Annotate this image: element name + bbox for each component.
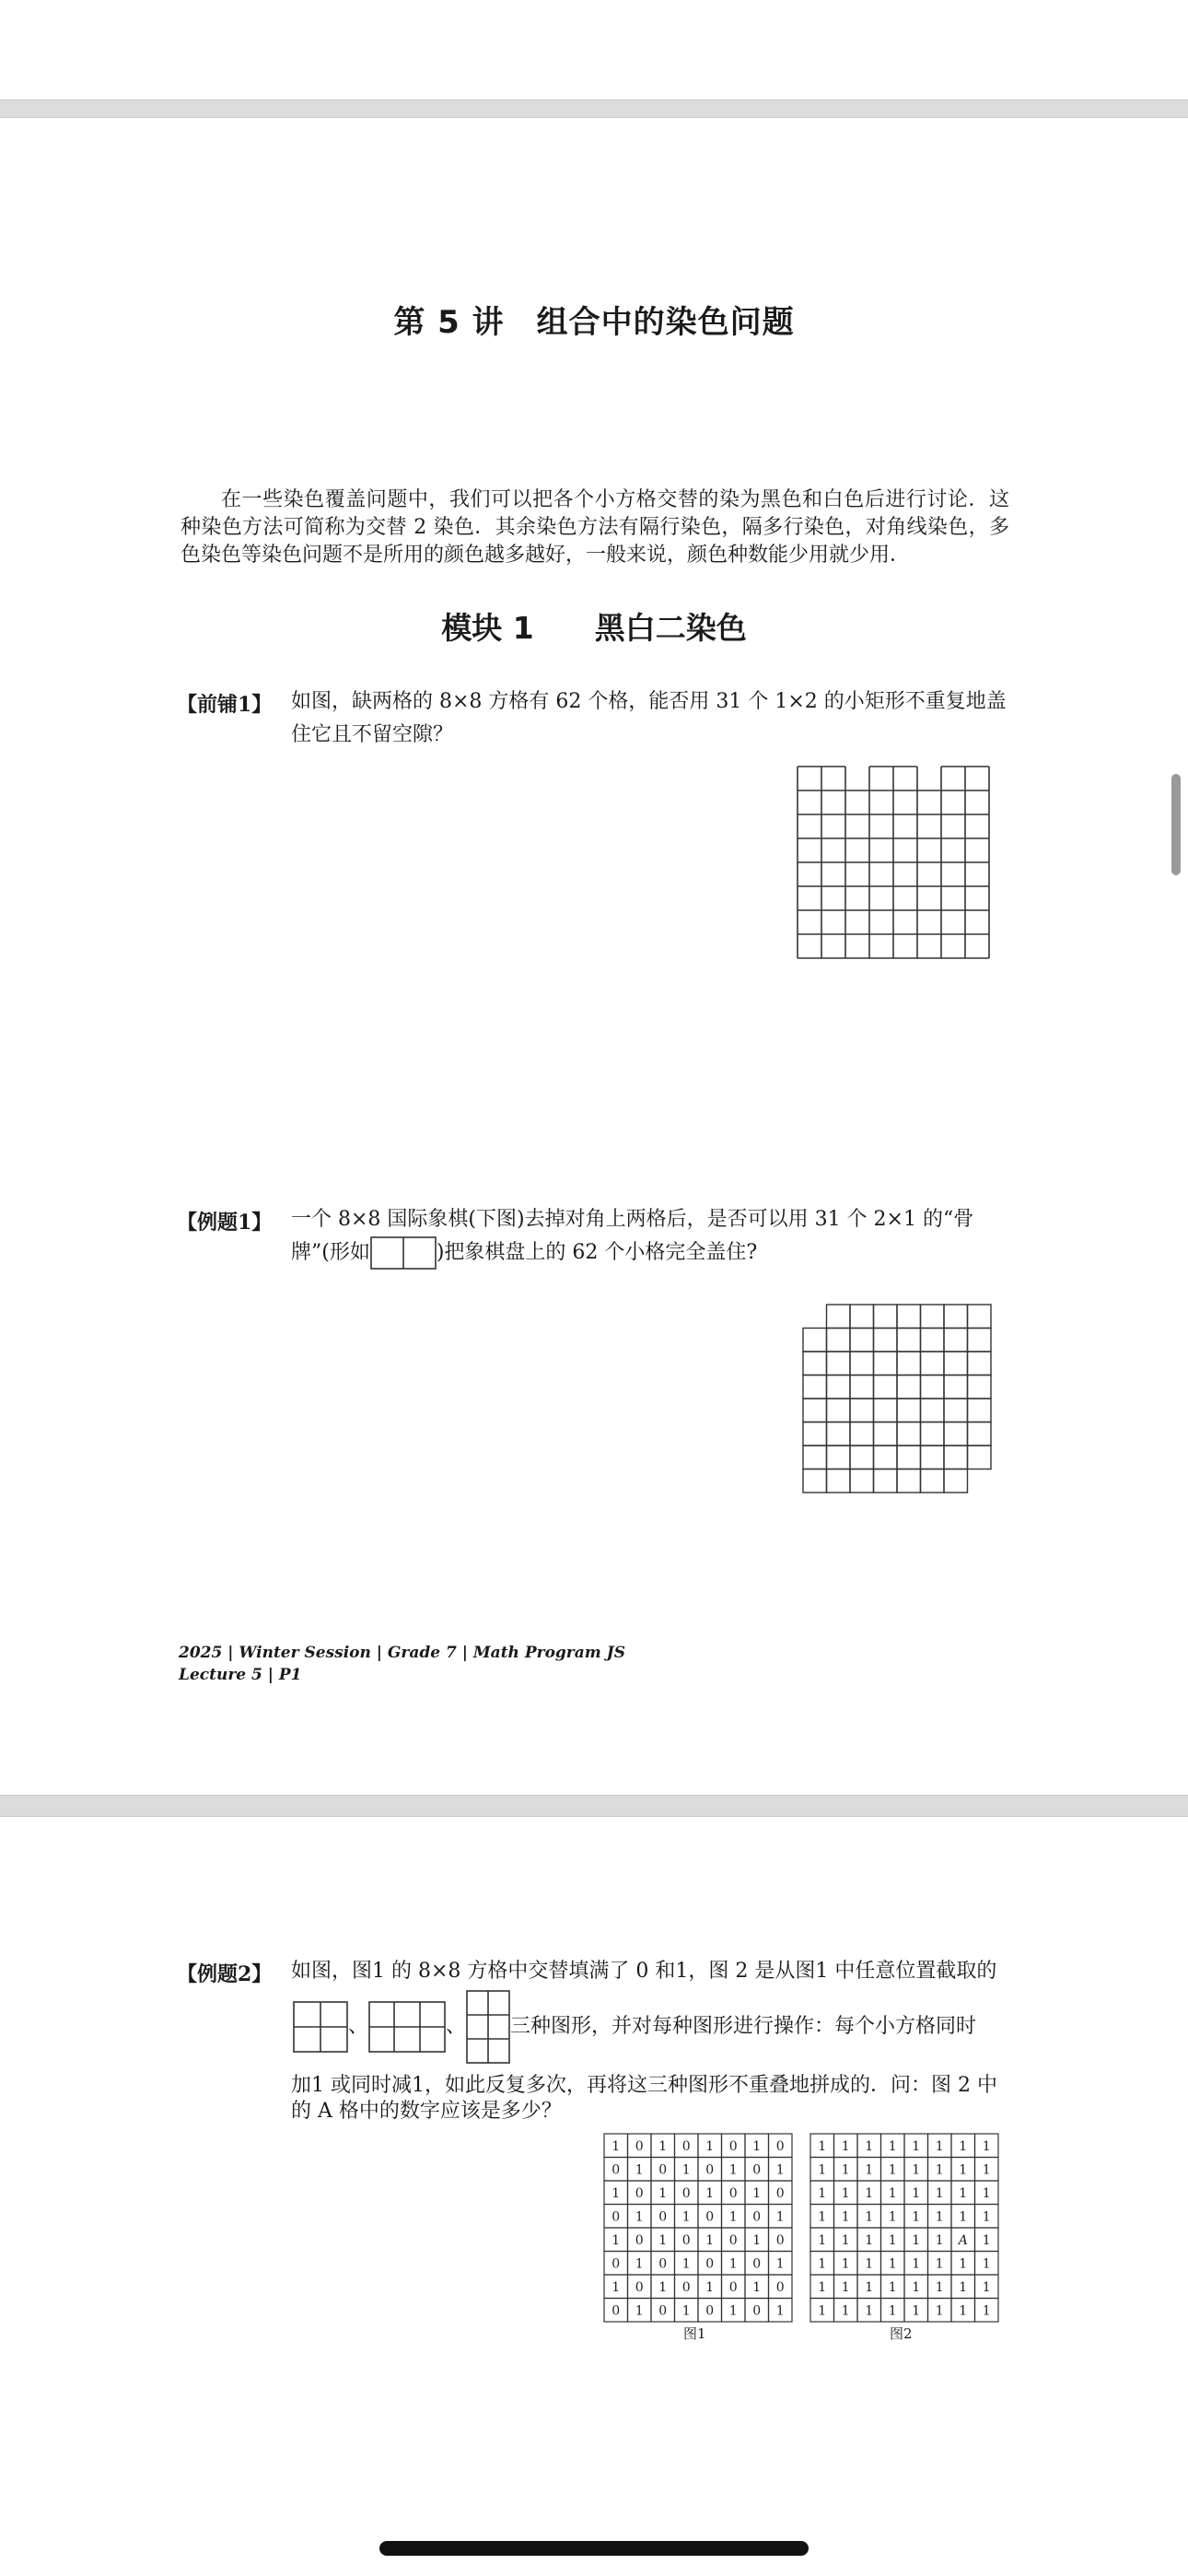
figure1-cell-value: 1 xyxy=(611,2185,621,2201)
chessboard-cell xyxy=(850,1376,874,1399)
problem1-tag: 【前铺1】 xyxy=(177,693,273,717)
figure1-cell-value: 0 xyxy=(611,2256,621,2272)
figure1-cell-value: 1 xyxy=(611,2138,621,2154)
figure1-cell-value: 0 xyxy=(635,2279,644,2295)
figure1-cell-value: 0 xyxy=(658,2209,668,2225)
chessboard-cell xyxy=(874,1469,898,1493)
shape-separator-1: 、 xyxy=(348,2015,369,2038)
figure1-cell-value: 1 xyxy=(728,2256,738,2272)
figure2-cell-value: 1 xyxy=(935,2256,944,2272)
chessboard-cell xyxy=(968,1329,992,1352)
figure2-label: 图2 xyxy=(890,2325,913,2342)
figure1-cell-value: 1 xyxy=(752,2185,762,2201)
figure2-cell-value: 1 xyxy=(935,2279,944,2295)
figure1-cell-value: 0 xyxy=(681,2138,691,2154)
figure2-cell-value: 1 xyxy=(935,2232,944,2248)
chessboard-cell xyxy=(897,1446,921,1469)
figure1-cell-value: 1 xyxy=(775,2162,785,2178)
chessboard-cell xyxy=(874,1446,898,1469)
figure2-grid xyxy=(809,2132,1002,2325)
figure2-cell-value: 1 xyxy=(865,2232,874,2248)
chessboard-cell xyxy=(968,1305,992,1329)
figure1-cell-value: 0 xyxy=(658,2303,668,2319)
figure2-cell-value: 1 xyxy=(818,2185,827,2201)
chessboard-cell xyxy=(803,1329,827,1352)
figure1-cell-value: 0 xyxy=(658,2256,668,2272)
figure2-cell-value: 1 xyxy=(935,2209,944,2225)
figure2-cell-value: 1 xyxy=(982,2162,991,2178)
figure1-cell-value: 1 xyxy=(752,2279,762,2295)
figure2-cell-value: 1 xyxy=(959,2256,968,2272)
figure2-cell-value: 1 xyxy=(912,2209,921,2225)
figure2-cell-value: 1 xyxy=(959,2209,968,2225)
shape-3x2 xyxy=(466,1990,510,2064)
figure2-cell-value: A xyxy=(958,2232,968,2248)
figure1-cell-value: 1 xyxy=(658,2279,668,2295)
chessboard-cell xyxy=(944,1446,968,1469)
figure2-cell-value: 1 xyxy=(865,2162,874,2178)
figure1-cell-value: 0 xyxy=(752,2256,762,2272)
chessboard-cell xyxy=(968,1376,992,1399)
figure1-cell-value: 1 xyxy=(611,2279,621,2295)
figure1-cell-value: 0 xyxy=(728,2138,738,2154)
figure2-cell-value: 1 xyxy=(912,2232,921,2248)
figure1-cell-value: 0 xyxy=(635,2185,644,2201)
figure2-cell-value: 1 xyxy=(912,2185,921,2201)
figure2-cell-value: 1 xyxy=(818,2138,827,2154)
figure1-cell-value: 1 xyxy=(635,2162,644,2178)
figure2-cell-value: 1 xyxy=(912,2162,921,2178)
figure1-cell-value: 1 xyxy=(681,2209,691,2225)
figure2-cell-value: 1 xyxy=(865,2279,874,2295)
figure2-cell-value: 1 xyxy=(888,2232,897,2248)
figure2-cell-value: 1 xyxy=(841,2162,850,2178)
chessboard-cell xyxy=(897,1399,921,1423)
chessboard-cell xyxy=(850,1329,874,1352)
figure1-cell-value: 1 xyxy=(752,2232,762,2248)
figure1-cell-value: 1 xyxy=(705,2279,715,2295)
figure1-label: 图1 xyxy=(683,2325,706,2342)
figure1-cell-value: 0 xyxy=(705,2209,715,2225)
shape-2x3 xyxy=(368,2001,446,2053)
example2-line3: 加1 或同时减1，如此反复多次，再将这三种图形不重叠地拼成的．问：图 2 中 xyxy=(291,2074,997,2097)
chessboard-cell xyxy=(874,1423,898,1446)
figure2-cell-value: 1 xyxy=(865,2303,874,2319)
figure2-cell-value: 1 xyxy=(888,2162,897,2178)
figure1-cell-value: 0 xyxy=(681,2185,691,2201)
chessboard-cell xyxy=(921,1376,945,1399)
figure1-cell-value: 1 xyxy=(658,2232,668,2248)
chessboard-cell xyxy=(850,1352,874,1376)
figure2-cell-value: 1 xyxy=(888,2138,897,2154)
chessboard-cell xyxy=(850,1446,874,1469)
chessboard-cell xyxy=(874,1329,898,1352)
chessboard-cell xyxy=(897,1423,921,1446)
figure2-cell-value: 1 xyxy=(865,2209,874,2225)
chessboard-cell xyxy=(827,1399,851,1423)
figure2-cell-value: 1 xyxy=(935,2303,944,2319)
chessboard-cell xyxy=(827,1376,851,1399)
chessboard-cell xyxy=(968,1352,992,1376)
chessboard-cell xyxy=(803,1423,827,1446)
example1-text-after: )把象棋盘上的 62 个小格完全盖住? xyxy=(436,1241,758,1264)
figure1-cell-value: 0 xyxy=(705,2256,715,2272)
figure1-cell-value: 1 xyxy=(658,2138,668,2154)
figure2-cell-value: 1 xyxy=(888,2209,897,2225)
figure2-cell-value: 1 xyxy=(982,2256,991,2272)
page-separator-middle xyxy=(0,1795,1188,1817)
example1-tag: 【例题1】 xyxy=(177,1211,273,1235)
chessboard-cell xyxy=(897,1305,921,1329)
figure2-cell-value: 1 xyxy=(865,2138,874,2154)
figure1-cell-value: 0 xyxy=(775,2185,785,2201)
figure2-cell-value: 1 xyxy=(818,2256,827,2272)
figure2-cell-value: 1 xyxy=(888,2185,897,2201)
chessboard-cell xyxy=(803,1469,827,1493)
figure1-cell-value: 0 xyxy=(752,2209,762,2225)
figure1-cell-value: 1 xyxy=(728,2209,738,2225)
figure1-cell-value: 1 xyxy=(681,2256,691,2272)
figure1-cell-value: 0 xyxy=(728,2279,738,2295)
figure1-cell-value: 0 xyxy=(705,2303,715,2319)
figure2-cell-value: 1 xyxy=(935,2162,944,2178)
chessboard-cell xyxy=(897,1376,921,1399)
figure1-cell-value: 1 xyxy=(752,2138,762,2154)
footer xyxy=(179,1642,625,1686)
example2-line2-text: 三种图形，并对每种图形进行操作：每个小方格同时 xyxy=(510,2015,977,2038)
chessboard-cell xyxy=(850,1423,874,1446)
example2-line2 xyxy=(293,1990,1030,2064)
figure1-cell-value: 0 xyxy=(705,2162,715,2178)
figure1-cell-value: 1 xyxy=(635,2303,644,2319)
chessboard-cell xyxy=(921,1329,945,1352)
footer-line1: 2025 | Winter Session | Grade 7 | Math Program JS xyxy=(179,1644,625,1662)
example2-tag: 【例题2】 xyxy=(177,1962,273,1986)
figure1-cell-value: 0 xyxy=(728,2185,738,2201)
figure2-cell-value: 1 xyxy=(818,2303,827,2319)
chessboard-cell xyxy=(944,1423,968,1446)
figure1-cell-value: 1 xyxy=(611,2232,621,2248)
figure2-cell-value: 1 xyxy=(982,2209,991,2225)
figure1-cell-value: 1 xyxy=(728,2162,738,2178)
figure2-cell-value: 1 xyxy=(912,2256,921,2272)
page-separator-top xyxy=(0,100,1188,118)
figure1-cell-value: 1 xyxy=(635,2209,644,2225)
chessboard-cell xyxy=(921,1469,945,1493)
chessboard-cell xyxy=(850,1305,874,1329)
chessboard-cell xyxy=(803,1376,827,1399)
figure1-cell-value: 0 xyxy=(775,2138,785,2154)
chessboard-cell xyxy=(850,1399,874,1423)
figure1-cell-value: 1 xyxy=(635,2256,644,2272)
shape-2x2 xyxy=(293,2001,348,2053)
chessboard-cell xyxy=(944,1329,968,1352)
figure1-cell-value: 1 xyxy=(681,2162,691,2178)
chessboard-cell xyxy=(921,1399,945,1423)
figure1-cell-value: 1 xyxy=(658,2185,668,2201)
figure2-cell-value: 1 xyxy=(841,2279,850,2295)
figure2-cell-value: 1 xyxy=(841,2256,850,2272)
figure1-cell-value: 0 xyxy=(635,2232,644,2248)
figure2-cell-value: 1 xyxy=(818,2232,827,2248)
figure1-cell-value: 0 xyxy=(658,2162,668,2178)
figure2-cell-value: 1 xyxy=(818,2279,827,2295)
figure1-cell-value: 1 xyxy=(775,2303,785,2319)
chessboard-cell xyxy=(850,1469,874,1493)
figure2-cell-value: 1 xyxy=(959,2279,968,2295)
chessboard-cell xyxy=(803,1352,827,1376)
chessboard-cell xyxy=(921,1305,945,1329)
chessboard-cell xyxy=(803,1446,827,1469)
figure2-cell-value: 1 xyxy=(912,2279,921,2295)
chessboard-cell xyxy=(897,1329,921,1352)
chessboard-cell xyxy=(921,1446,945,1469)
module-heading: 模块 1 黑白二染色 xyxy=(441,610,747,646)
figure1-cell-value: 1 xyxy=(705,2232,715,2248)
figure2-cell-value: 1 xyxy=(912,2138,921,2154)
figure2-cell-value: 1 xyxy=(888,2279,897,2295)
figure2-cell-value: 1 xyxy=(959,2303,968,2319)
figure2-cell-value: 1 xyxy=(841,2209,850,2225)
figure1-cell-value: 0 xyxy=(775,2279,785,2295)
figure2-cell-value: 1 xyxy=(982,2138,991,2154)
chessboard-cell xyxy=(944,1376,968,1399)
chessboard-cell xyxy=(803,1399,827,1423)
chessboard-cell xyxy=(827,1352,851,1376)
figure2-cell-value: 1 xyxy=(982,2279,991,2295)
figure2-cell-value: 1 xyxy=(841,2303,850,2319)
chessboard-cell xyxy=(827,1446,851,1469)
chessboard-cell xyxy=(921,1423,945,1446)
example2-line4: 的 A 格中的数字应该是多少？ xyxy=(291,2100,562,2123)
figure1-cell-value: 1 xyxy=(681,2303,691,2319)
figure1-grid xyxy=(602,2132,796,2325)
figure1-cell-value: 0 xyxy=(611,2209,621,2225)
figure1-cell-value: 1 xyxy=(705,2185,715,2201)
figure2-cell-value: 1 xyxy=(865,2185,874,2201)
domino-shape xyxy=(370,1236,437,1270)
chessboard-cell xyxy=(874,1352,898,1376)
figure2-cell-value: 1 xyxy=(982,2303,991,2319)
figure2-cell-value: 1 xyxy=(888,2303,897,2319)
home-indicator[interactable] xyxy=(379,2541,809,2556)
chessboard-cell xyxy=(921,1352,945,1376)
chessboard-cell xyxy=(897,1469,921,1493)
chessboard-cell xyxy=(874,1399,898,1423)
chessboard-cell xyxy=(827,1469,851,1493)
chessboard-cell xyxy=(968,1423,992,1446)
figure2-cell-value: 1 xyxy=(818,2209,827,2225)
figure1-cell-value: 0 xyxy=(611,2162,621,2178)
footer-line2: Lecture 5 | P1 xyxy=(179,1666,302,1684)
chessboard-cell xyxy=(944,1399,968,1423)
figure2-cell-value: 1 xyxy=(959,2162,968,2178)
figure1-cell-value: 0 xyxy=(635,2138,644,2154)
chessboard-figure xyxy=(799,1301,998,1496)
figure2-cell-value: 1 xyxy=(959,2138,968,2154)
chessboard-cell xyxy=(897,1352,921,1376)
figure2-cell-value: 1 xyxy=(841,2185,850,2201)
chessboard-cell xyxy=(944,1352,968,1376)
figure2-cell-value: 1 xyxy=(888,2256,897,2272)
chessboard-cell xyxy=(827,1329,851,1352)
figure2-cell-value: 1 xyxy=(818,2162,827,2178)
figure1-cell-value: 1 xyxy=(705,2138,715,2154)
chessboard-cell xyxy=(968,1399,992,1423)
figure2-cell-value: 1 xyxy=(935,2138,944,2154)
problem1-text: 如图，缺两格的 8×8 方格有 62 个格，能否用 31 个 1×2 的小矩形不重复地盖住它且不留空隙？ xyxy=(291,690,1007,746)
example1-text xyxy=(291,1203,1019,1270)
figure1-cell-value: 1 xyxy=(775,2209,785,2225)
figure1-cell-value: 0 xyxy=(752,2162,762,2178)
intro-paragraph: 在一些染色覆盖问题中，我们可以把各个小方格交替的染为黑色和白色后进行讨论．这种染色方法可简称为交替 2 染色．其余染色方法有隔行染色，隔多行染色，对角线染色，多色染色等染色问题不是所用的颜色越多越好，一般来说，颜色种数能少用就少用． xyxy=(181,488,1009,567)
chessboard-cell xyxy=(827,1423,851,1446)
figure1-cell-value: 0 xyxy=(752,2303,762,2319)
problem1-grid-figure xyxy=(794,763,995,962)
figure1-cell-value: 1 xyxy=(775,2256,785,2272)
figure1-cell-value: 0 xyxy=(728,2232,738,2248)
chessboard-cell xyxy=(874,1376,898,1399)
page-title: 第 5 讲 组合中的染色问题 xyxy=(393,304,795,341)
figure2-cell-value: 1 xyxy=(912,2303,921,2319)
figure2-cell-value: 1 xyxy=(982,2185,991,2201)
figure1-cell-value: 0 xyxy=(681,2279,691,2295)
chessboard-cell xyxy=(968,1446,992,1469)
chessboard-cell xyxy=(944,1305,968,1329)
figure1-cell-value: 1 xyxy=(728,2303,738,2319)
figure2-cell-value: 1 xyxy=(865,2256,874,2272)
figure1-cell-value: 0 xyxy=(681,2232,691,2248)
figure1-cell-value: 0 xyxy=(775,2232,785,2248)
figure2-cell-value: 1 xyxy=(959,2185,968,2201)
chessboard-cell xyxy=(944,1469,968,1493)
chessboard-cell xyxy=(827,1305,851,1329)
example1-text-before: 一个 8×8 国际象棋(下图)去掉对角上两格后，是否可以用 31 个 2×1 的“骨牌”(形如 xyxy=(291,1208,974,1264)
figure2-cell-value: 1 xyxy=(841,2232,850,2248)
figure2-cell-value: 1 xyxy=(982,2232,991,2248)
shape-separator-2: 、 xyxy=(446,2015,467,2038)
chessboard-cell xyxy=(874,1305,898,1329)
figure2-cell-value: 1 xyxy=(935,2185,944,2201)
scroll-indicator[interactable] xyxy=(1171,774,1181,875)
figure1-cell-value: 0 xyxy=(611,2303,621,2319)
example2-line1: 如图，图1 的 8×8 方格中交替填满了 0 和1，图 2 是从图1 中任意位置截取的 xyxy=(291,1960,997,1983)
figure2-cell-value: 1 xyxy=(841,2138,850,2154)
